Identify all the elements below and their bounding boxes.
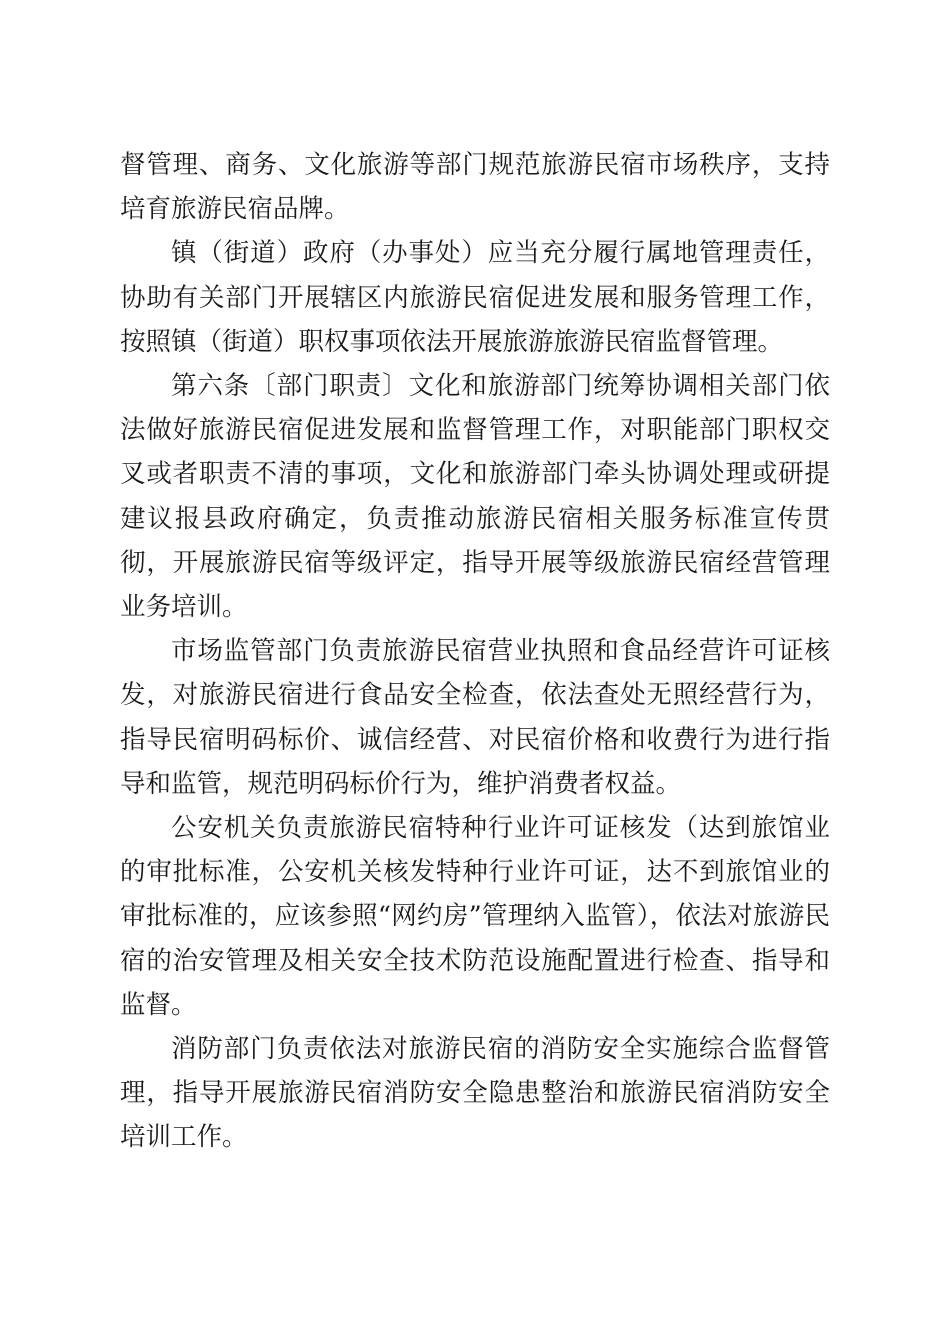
paragraph-continuation: 督管理、商务、文化旅游等部门规范旅游民宿市场秩序，支持培育旅游民宿品牌。 bbox=[120, 150, 830, 225]
document-body bbox=[120, 143, 830, 1160]
paragraph-town-responsibility: 镇（街道）政府（办事处）应当充分履行属地管理责任，协助有关部门开展辖区内旅游民宿促进发展和服务管理工作，按照镇（街道）职权事项依法开展旅游旅游民宿监督管理。 bbox=[120, 238, 830, 357]
paragraph-public-security: 公安机关负责旅游民宿特种行业许可证核发（达到旅馆业的审批标准，公安机关核发特种行业许可证，达不到旅馆业的审批标准的，应该参照“网约房”管理纳入监管），依法对旅游民宿的治安管理及相关安全技术防范设施配置进行检查、指导和监督。 bbox=[120, 813, 830, 1020]
paragraph-article-six: 第六条〔部门职责〕文化和旅游部门统筹协调相关部门依法做好旅游民宿促进发展和监督管理工作，对职能部门职权交叉或者职责不清的事项，文化和旅游部门牵头协调处理或研提建议报县政府确定，负责推动旅游民宿相关服务标准宣传贯彻，开展旅游民宿等级评定，指导开展等级旅游民宿经营管理业务培训。 bbox=[120, 371, 830, 623]
paragraph-market-supervision: 市场监管部门负责旅游民宿营业执照和食品经营许可证核发，对旅游民宿进行食品安全检查，依法查处无照经营行为，指导民宿明码标价、诚信经营、对民宿价格和收费行为进行指导和监管，规范明码标价行为，维护消费者权益。 bbox=[120, 636, 830, 799]
paragraph-fire-department: 消防部门负责依法对旅游民宿的消防安全实施综合监督管理，指导开展旅游民宿消防安全隐患整治和旅游民宿消防安全培训工作。 bbox=[120, 1034, 830, 1153]
